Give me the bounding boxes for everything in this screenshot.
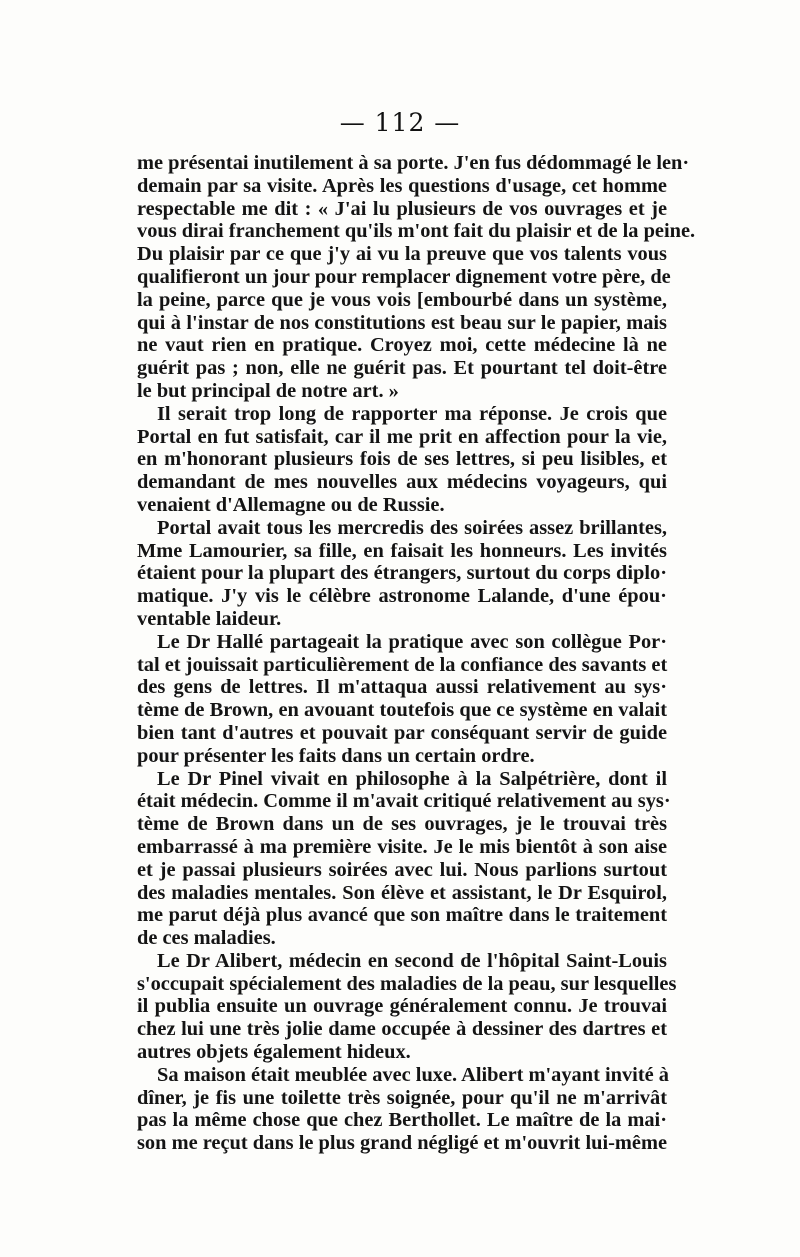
paragraph	[137, 767, 671, 950]
text-line: autres objets également hideux.	[137, 1041, 411, 1064]
text-line: était médecin. Comme il m'avait critiqué relativement au sys·	[137, 790, 671, 813]
text-line: son me reçut dans le plus grand négligé et m'ouvrit lui-même	[137, 1132, 667, 1155]
text-line: Le Dr Alibert, médecin en second de l'hôpital Saint-Louis	[157, 949, 667, 972]
text-line: Sa maison était meublée avec luxe. Alibert m'ayant invité à	[157, 1063, 669, 1086]
text-line: matique. J'y vis le célèbre astronome Lalande, d'une épou·	[137, 585, 667, 608]
text-line: bien tant d'autres et pouvait par conséquant servir de guide	[137, 721, 667, 744]
text-line: dîner, je fis une toilette très soignée, pour qu'il ne m'arrivât	[137, 1086, 667, 1109]
paragraph	[137, 631, 667, 768]
text-line: Du plaisir par ce que j'y ai vu la preuve que vos talents vous	[137, 243, 667, 266]
text-line: et je passai plusieurs soirées avec lui. Nous parlions surtout	[137, 858, 667, 881]
text-line: guérit pas ; non, elle ne guérit pas. Et pourtant tel doit-être	[137, 357, 667, 380]
paragraph	[137, 403, 667, 517]
text-line: demain par sa visite. Après les questions d'usage, cet homme	[137, 174, 667, 197]
text-line: tal et jouissait particulièrement de la confiance des savants et	[137, 653, 668, 676]
text-line: vous dirai franchement qu'ils m'ont fait du plaisir et de la peine.	[137, 220, 696, 243]
text-line: s'occupait spécialement des maladies de la peau, sur lesquelles	[137, 972, 677, 995]
text-line: Portal avait tous les mercredis des soirées assez brillantes,	[157, 516, 667, 539]
paragraph	[137, 517, 667, 631]
text-line: de ces maladies.	[137, 927, 276, 950]
text-line: respectable me dit : « J'ai lu plusieurs de vos ouvrages et je	[137, 197, 667, 220]
paragraph	[137, 949, 677, 1064]
text-line: venaient d'Allemagne ou de Russie.	[137, 493, 445, 516]
text-line: des maladies mentales. Son élève et assistant, le Dr Esquirol,	[137, 881, 667, 904]
text-line: Portal en fut satisfait, car il me prit en affection pour la vie,	[137, 425, 667, 448]
text-line: le but principal de notre art. »	[137, 379, 399, 402]
text-line: qui à l'instar de nos constitutions est beau sur le papier, mais	[137, 311, 667, 334]
page-number: — 112 —	[339, 108, 461, 137]
text-line: ventable laideur.	[137, 607, 282, 630]
text-line: en m'honorant plusieurs fois de ses lettres, si peu lisibles, et	[137, 448, 667, 471]
text-line: il publia ensuite un ouvrage généralement connu. Je trouvai	[137, 995, 667, 1018]
text-line: pour présenter les faits dans un certain ordre.	[137, 744, 535, 767]
text-line: Le Dr Pinel vivait en philosophe à la Salpétrière, dont il	[157, 767, 667, 790]
text-line: Mme Lamourier, sa fille, en faisait les honneurs. Les invités	[137, 539, 667, 562]
text-line: me parut déjà plus avancé que son maître dans le traitement	[137, 904, 667, 927]
text-line: tème de Brown dans un de ses ouvrages, je le trouvai très	[137, 813, 667, 836]
body-text	[137, 152, 696, 1155]
text-line: Le Dr Hallé partageait la pratique avec son collègue Por·	[157, 630, 667, 653]
text-line: ne vaut rien en pratique. Croyez moi, cette médecine là ne	[137, 334, 667, 357]
text-line: la peine, parce que je vous vois [embourbé dans un système,	[137, 288, 667, 311]
text-line: tème de Brown, en avouant toutefois que ce système en valait	[137, 699, 667, 722]
text-line: embarrassé à ma première visite. Je le mis bientôt à son aise	[137, 835, 667, 858]
text-line: des gens de lettres. Il m'attaqua aussi relativement au sys·	[137, 676, 667, 699]
paragraph	[137, 152, 696, 403]
text-line: pas la même chose que chez Berthollet. Le maître de la mai·	[137, 1109, 667, 1132]
text-line: me présentai inutilement à sa porte. J'en fus dédommagé le len·	[137, 152, 690, 174]
text-line: Il serait trop long de rapporter ma réponse. Je crois que	[157, 402, 667, 425]
text-line: demandant de mes nouvelles aux médecins voyageurs, qui	[137, 471, 667, 494]
text-line: qualifieront un jour pour remplacer dignement votre père, de	[137, 265, 671, 288]
text-line: chez lui une très jolie dame occupée à dessiner des dartres et	[137, 1018, 667, 1041]
text-line: étaient pour la plupart des étrangers, surtout du corps diplo·	[137, 562, 667, 585]
paragraph	[137, 1064, 667, 1155]
